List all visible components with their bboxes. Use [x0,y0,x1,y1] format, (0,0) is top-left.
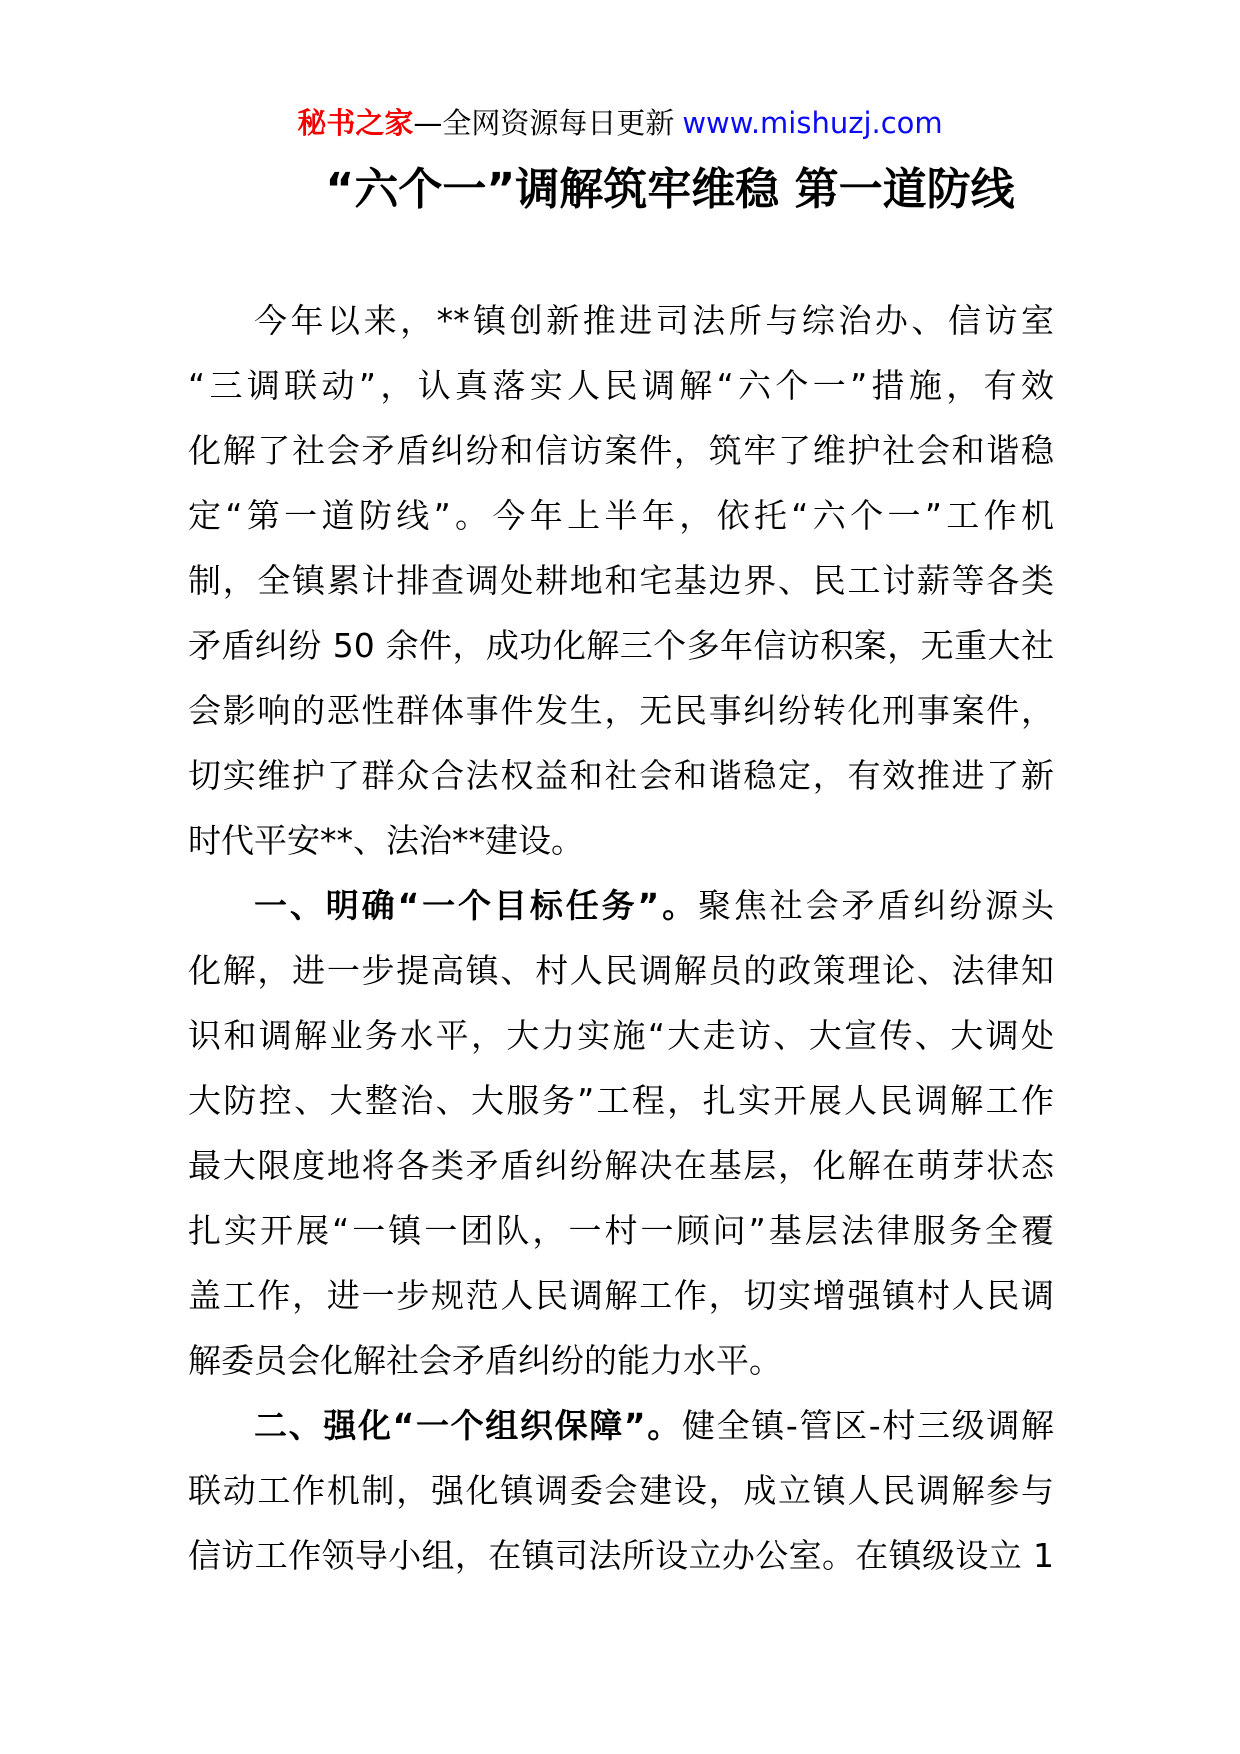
paragraph-section-1 [188,873,1054,1393]
site-tagline: —全网资源每日更新 [413,106,675,140]
site-brand: 秘书之家 [297,106,414,140]
text-line: 联动工作机制，强化镇调委会建设，成立镇人民调解参与 [188,1471,1054,1510]
text-line: 时代平安**、法治**建设。 [188,821,584,860]
text-line: 盖工作，进一步规范人民调解工作，切实增强镇村人民调 [188,1276,1054,1315]
text-line: 大防控、大整治、大服务”工程，扎实开展人民调解工作 [188,1081,1054,1120]
text-line: 信访工作领导小组，在镇司法所设立办公室。在镇级设立 1 [188,1536,1054,1575]
text-line: 切实维护了群众合法权益和社会和谐稳定，有效推进了新 [188,756,1054,795]
section-heading-1: 一、明确“一个目标任务”。 [254,886,698,925]
text-line: 扎实开展“一镇一团队，一村一顾问”基层法律服务全覆 [188,1211,1054,1250]
site-url-link[interactable]: www.mishuzj.com [682,106,943,140]
text-line: 制，全镇累计排查调处耕地和宅基边界、民工讨薪等各类 [188,561,1054,600]
paragraph-intro [188,288,1054,873]
text-line: “三调联动”，认真落实人民调解“六个一”措施，有效 [188,366,1054,405]
text-line: 会影响的恶性群体事件发生，无民事纠纷转化刑事案件， [188,691,1054,730]
text-line: 化解了社会矛盾纠纷和信访案件，筑牢了维护社会和谐稳 [188,431,1054,470]
text-line: 化解，进一步提高镇、村人民调解员的政策理论、法律知 [188,951,1054,990]
text-line: 最大限度地将各类矛盾纠纷解决在基层，化解在萌芽状态 [188,1146,1054,1185]
text-line [188,1393,1054,1458]
text-line [188,873,1054,938]
text-line: 解委员会化解社会矛盾纠纷的能力水平。 [188,1341,782,1380]
section-text: 聚焦社会矛盾纠纷源头 [697,886,1054,925]
text-line: 今年以来，**镇创新推进司法所与综治办、信访室 [254,301,1054,340]
text-line: 定“第一道防线”。今年上半年，依托“六个一”工作机 [188,496,1054,535]
section-heading-2: 二、强化“一个组织保障”。 [254,1406,682,1445]
document-body [188,288,1054,1588]
text-line: 矛盾纠纷 50 余件，成功化解三个多年信访积案，无重大社 [188,626,1054,665]
document-title: “六个一”调解筑牢维稳 第一道防线 [325,164,1015,215]
section-text: 健全镇-管区-村三级调解 [681,1406,1054,1445]
text-line: 识和调解业务水平，大力实施“大走访、大宣传、大调处 [188,1016,1054,1055]
paragraph-section-2 [188,1393,1054,1588]
site-banner [0,102,1240,144]
